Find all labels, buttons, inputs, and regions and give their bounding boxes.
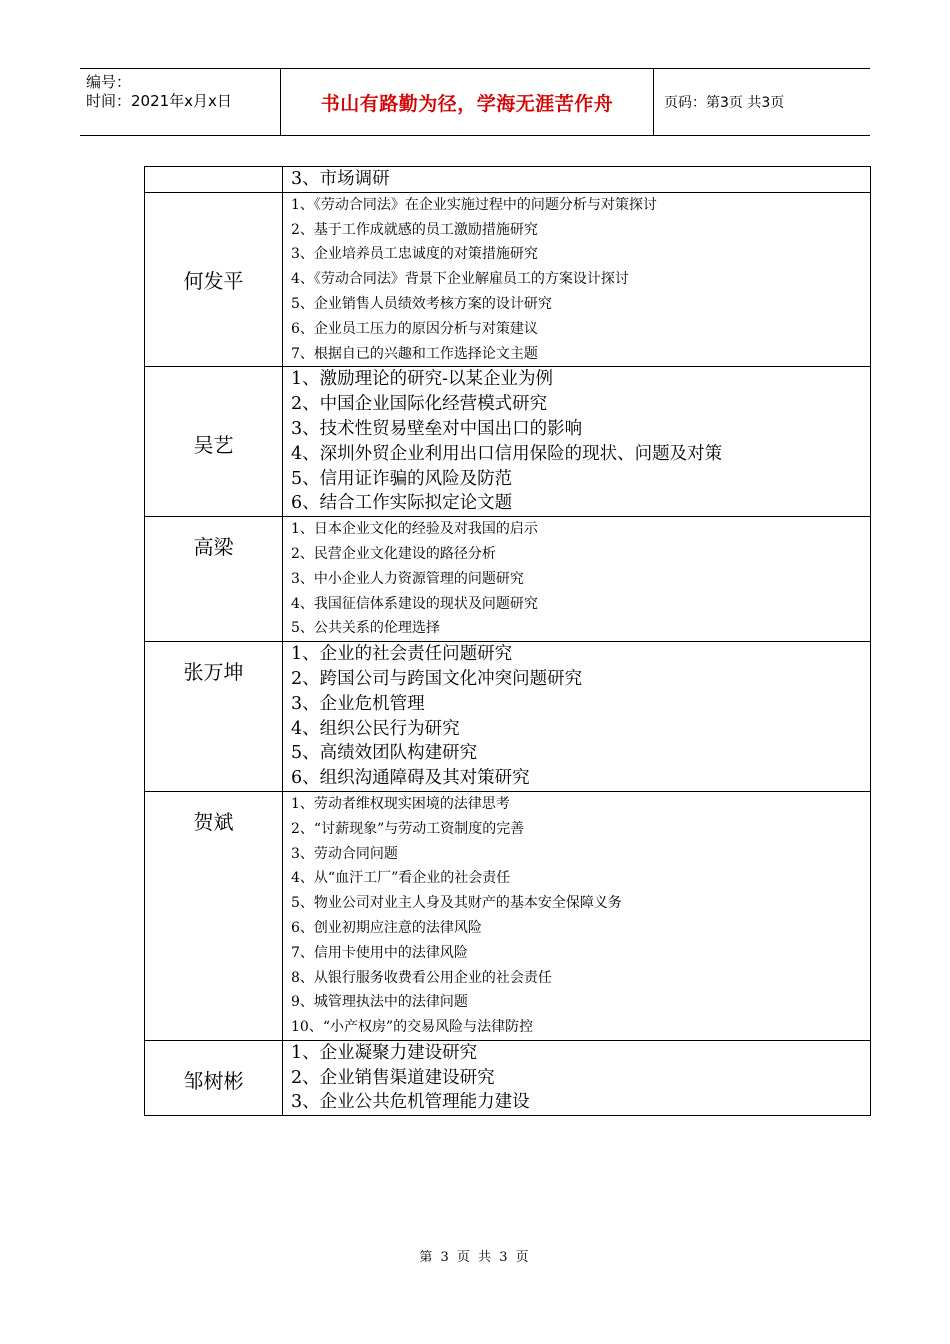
doc-code-label: 编号： — [86, 73, 132, 91]
topic-item: 1、激励理论的研究-以某企业为例 — [291, 369, 554, 390]
page-footer: 第 3 页 共 3 页 — [419, 1250, 531, 1265]
topic-item: 6、企业员工压力的原因分析与对策建议 — [291, 320, 538, 337]
topic-item: 2、基于工作成就感的员工激励措施研究 — [291, 221, 538, 238]
advisor-name-cell — [145, 1040, 283, 1115]
header-motto: 书山有路勤为径，学海无涯苦作舟 — [281, 69, 654, 135]
topic-item: 5、公共关系的伦理选择 — [291, 620, 440, 637]
advisor-name: 贺斌 — [193, 809, 234, 834]
topic-item: 1、《劳动合同法》在企业实施过程中的问题分析与对策探讨 — [291, 196, 657, 213]
topics-cell — [283, 367, 871, 517]
advisor-name-cell — [145, 167, 283, 193]
header-page-number: 页码：第3页 共3页 — [664, 95, 785, 111]
advisor-name-cell — [145, 192, 283, 367]
topics-cell — [283, 167, 871, 193]
topic-item: 3、企业培养员工忠诚度的对策措施研究 — [291, 246, 538, 263]
header-meta — [80, 69, 281, 135]
topic-item: 3、技术性贸易壁垒对中国出口的影响 — [291, 418, 583, 439]
table-row — [145, 192, 871, 367]
advisor-name-cell — [145, 517, 283, 642]
topics-cell — [283, 517, 871, 642]
topic-item: 1、企业的社会责任问题研究 — [291, 644, 513, 665]
topic-item: 2、企业销售渠道建设研究 — [291, 1067, 495, 1088]
topic-item: 2、“讨薪现象”与劳动工资制度的完善 — [291, 820, 525, 837]
topic-item: 2、民营企业文化建设的路径分析 — [291, 545, 496, 562]
advisor-name: 张万坤 — [183, 660, 244, 685]
table-row — [145, 367, 871, 517]
topic-item: 2、跨国公司与跨国文化冲突问题研究 — [291, 668, 583, 689]
topic-item: 5、信用证诈骗的风险及防范 — [291, 468, 513, 489]
topic-item: 3、市场调研 — [291, 169, 390, 189]
topic-item: 3、中小企业人力资源管理的问题研究 — [291, 570, 524, 587]
table-row — [145, 791, 871, 1040]
topic-item: 3、企业公共危机管理能力建设 — [291, 1092, 530, 1113]
topic-item: 5、高绩效团队构建研究 — [291, 743, 478, 764]
topics-table-body — [145, 167, 871, 1116]
topic-item: 3、企业危机管理 — [291, 693, 425, 714]
topic-item: 8、从银行服务收费看公用企业的社会责任 — [291, 969, 552, 986]
topic-item: 6、结合工作实际拟定论文题 — [291, 493, 513, 514]
topic-item: 7、信用卡使用中的法律风险 — [291, 944, 468, 961]
page-header — [80, 68, 870, 136]
table-row — [145, 167, 871, 193]
topic-item: 1、企业凝聚力建设研究 — [291, 1042, 478, 1063]
advisor-name-cell — [145, 367, 283, 517]
topic-item: 2、中国企业国际化经营模式研究 — [291, 394, 548, 415]
advisor-name: 邹树彬 — [183, 1068, 244, 1093]
topics-table — [144, 166, 871, 1116]
advisor-name-cell — [145, 791, 283, 1040]
doc-date: 时间：2021年x月x日 — [86, 92, 232, 110]
advisor-name: 高梁 — [193, 535, 234, 560]
topic-item: 6、创业初期应注意的法律风险 — [291, 919, 482, 936]
topics-cell — [283, 192, 871, 367]
topic-item: 7、根据自已的兴趣和工作选择论文主题 — [291, 345, 538, 362]
topic-item: 3、劳动合同问题 — [291, 845, 398, 862]
topics-cell — [283, 1040, 871, 1115]
table-row — [145, 1040, 871, 1115]
topic-item: 9、城管理执法中的法律问题 — [291, 994, 468, 1011]
table-row — [145, 642, 871, 792]
table-row — [145, 517, 871, 642]
topic-item: 6、组织沟通障碍及其对策研究 — [291, 768, 530, 789]
topic-item: 5、物业公司对业主人身及其财产的基本安全保障义务 — [291, 895, 622, 912]
advisor-name: 吴艺 — [193, 433, 234, 458]
topic-item: 1、日本企业文化的经验及对我国的启示 — [291, 521, 538, 538]
topics-cell — [283, 642, 871, 792]
topic-item: 4、组织公民行为研究 — [291, 718, 460, 739]
topics-cell — [283, 791, 871, 1040]
topic-item: 1、劳动者维权现实困境的法律思考 — [291, 795, 510, 812]
topic-item: 4、深圳外贸企业利用出口信用保险的现状、问题及对策 — [291, 443, 723, 464]
topic-item: 5、企业销售人员绩效考核方案的设计研究 — [291, 295, 552, 312]
topic-item: 4、《劳动合同法》背景下企业解雇员工的方案设计探讨 — [291, 271, 629, 288]
topic-item: 10、“小产权房”的交易风险与法律防控 — [291, 1019, 534, 1036]
advisor-name-cell — [145, 642, 283, 792]
advisor-name: 何发平 — [183, 268, 244, 293]
topic-item: 4、从“血汗工厂”看企业的社会责任 — [291, 870, 511, 887]
topic-item: 4、我国征信体系建设的现状及问题研究 — [291, 595, 538, 612]
